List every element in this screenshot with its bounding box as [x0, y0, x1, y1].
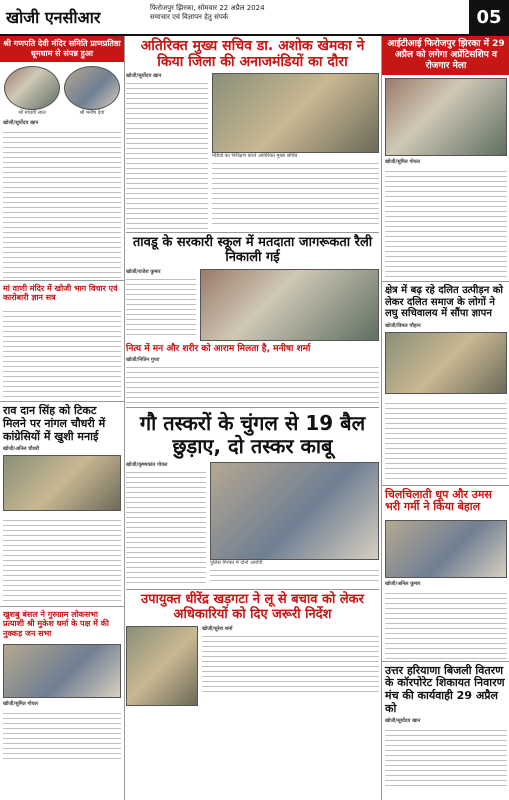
iti-photo: [385, 78, 507, 156]
news-photo: [3, 455, 121, 511]
bottom-headline: उपायुक्त धीरेंद्र खड़गटा ने लू से बचाव को लेकर अधिकारियों को दिए जरूरी निर्देश: [141, 592, 364, 623]
byline: खोजी/राजेश कुमार: [126, 269, 161, 276]
byline: खोजी/नितिन गुप्ता: [126, 357, 160, 364]
photo-caption: मंडियों का निरीक्षण करते अतिरिक्त मुख्य सचिव: [212, 153, 298, 160]
page-number: 05: [469, 0, 509, 34]
byline: खोजी/सुमित गोयल: [385, 159, 420, 165]
article-body: [382, 397, 509, 485]
bottom-article: [126, 626, 379, 706]
school-photo: [200, 269, 379, 341]
photo-caption: श्री माधवी लाल: [18, 110, 46, 116]
news-photo: [3, 644, 121, 698]
article-body: [126, 275, 196, 339]
byline: खोजी/अनिल चौधरी: [3, 446, 40, 453]
middle-column: [126, 36, 379, 800]
main-photo-col: [210, 462, 379, 586]
byline: खोजी/विमल चौहान: [385, 322, 421, 329]
byline: खोजी/सुमित गोयल: [3, 700, 38, 707]
story-headline: खुशबु बंसल ने गुरुग्राम लोकसभा प्रत्याशी श्री मुकेश धर्मा के पक्ष में की नुक्कड़ जन सभा: [3, 610, 109, 638]
portrait-photo: [4, 66, 60, 110]
main-article: [126, 462, 379, 586]
main-headline: गौ तस्करों के चुंगल से 19 बैल छुड़ाए, दो तस्कर काबू: [139, 411, 366, 459]
byline: खोजी/सूर्योदय खान: [385, 718, 421, 725]
lead-headline: अतिरिक्त मुख्य सचिव डा. अशोक खेमका ने किया जिला की अनाजमंडियों का दौरा: [140, 38, 365, 71]
heat-headline: चिलचिलाती धूप और उमस भरी गर्मी ने किया बेहाल: [385, 487, 492, 514]
photo-block-2: [64, 66, 120, 116]
story-headline: राव दान सिंह को टिकट मिलने पर नांगल चौधरी में कांग्रेसियों में खुशी मनाई: [3, 404, 106, 443]
bottom-text-col: [202, 626, 379, 706]
iti-headline: आईटीआई फिरोजपुर झिरका में 29 अप्रैल को लगेगा अप्रेंटिसशिप व रोजगार मेला: [382, 36, 509, 75]
byline: खोजी/अनिल कुमार: [385, 580, 421, 587]
power-headline: उत्तर हरियाणा बिजली वितरण के कॉरपोरेट शिकायत निवारण मंच की कार्यवाही 29 अप्रैल को: [385, 663, 505, 715]
date-line: [150, 4, 265, 22]
lead-photo: [212, 73, 379, 153]
lead-text-col: [126, 73, 208, 229]
article-body: [0, 514, 124, 606]
article-body: [126, 79, 208, 229]
article-body: [0, 126, 124, 280]
article-body: [382, 724, 509, 788]
photo-caption: पुलिस गिरफ्त में दोनों आरोपी: [210, 560, 263, 567]
school-article: [126, 269, 379, 341]
school-headline: तावडू के सरकारी स्कूल में मतदाता जागरूकता रैली निकाली गई: [132, 235, 373, 266]
main-photo: [210, 462, 379, 560]
right-column: [381, 36, 509, 800]
left-top-headline: श्री गणपति देवी मंदिर समिति प्राणप्रतिष्ठा धूमधाम से संपन्न हुआ: [0, 36, 124, 62]
byline: खोजी/सुरेश शर्मा: [202, 626, 233, 633]
article-body: [382, 587, 509, 661]
edition-text: समाचार एवं विज्ञापन हेतु संपर्क: [150, 13, 229, 21]
school-text-col: [126, 269, 196, 341]
brand-title: खोजी एनसीआर: [6, 8, 101, 27]
lead-photo-col: [212, 73, 379, 229]
lead-article: [126, 73, 379, 229]
byline: खोजी/सूर्योदय खान: [3, 120, 39, 126]
main-text-col: [126, 462, 206, 586]
demand-headline: क्षेत्र में बढ़ रहे दलित उत्पीड़न को लेकर दलित समाज के लोगों ने लघु सचिवालय में सौंपा ज्ञापन: [385, 285, 503, 319]
photo-caption: श्री मनीष देवा: [79, 110, 105, 116]
demand-photo: [385, 332, 507, 394]
byline: खोजी/कृष्णकांत गोयल: [126, 462, 168, 469]
story-headline: मां वाणी मंदिर में खोजी भाग विचार एवं कारोबारी ज्ञान सत्र: [3, 284, 118, 303]
article-body: [210, 566, 379, 584]
article-body: [202, 632, 379, 696]
article-body: [382, 165, 509, 281]
article-body: [126, 468, 206, 586]
article-body: [0, 305, 124, 401]
article-body: [126, 363, 379, 407]
portrait-photo: [64, 66, 120, 110]
left-column: [0, 36, 125, 800]
article-body: [0, 707, 124, 761]
heat-photo: [385, 520, 507, 578]
article-body: [212, 159, 379, 227]
byline: खोजी/सूर्योदय खान: [126, 73, 162, 80]
left-photos: [0, 62, 124, 120]
date-text: फिरोजपुर झिरका, सोमवार 22 अप्रैल 2024: [150, 4, 265, 12]
bottom-photo: [126, 626, 198, 706]
photo-block-1: [4, 66, 60, 116]
quote-headline: नित्य में मन और शरीर को आराम मिलता है, मनीषा शर्मा: [126, 344, 311, 355]
masthead: [0, 0, 509, 36]
